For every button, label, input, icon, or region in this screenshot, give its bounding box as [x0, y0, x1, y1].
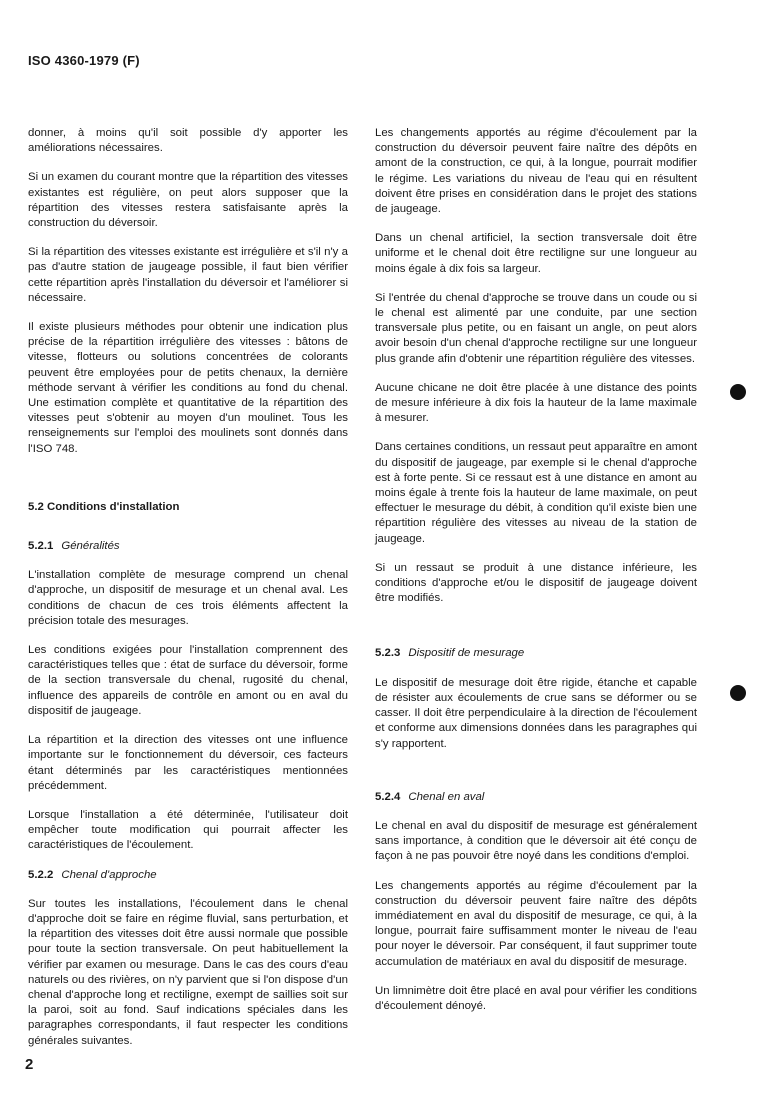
paragraph: donner, à moins qu'il soit possible d'y apporter les améliorations nécessaires.	[28, 127, 348, 155]
subsection-title: Chenal d'approche	[61, 868, 157, 881]
paragraph: L'installation complète de mesurage comprend un chenal d'approche, un dispositif de mesurage et un chenal aval. Les conditions de chacun de ces trois éléments affectent la précision totale des mesurages.	[28, 569, 348, 627]
subsection-number: 5.2.1	[28, 540, 54, 553]
subsection-heading-5-2-1	[28, 539, 348, 554]
paragraph: Si un examen du courant montre que la répartition des vitesses existantes est régulière, on peut alors supposer que la répartition des vitesses restera satisfaisante après la construction du déversoir.	[28, 171, 348, 230]
punch-hole-mark	[730, 685, 746, 701]
paragraph: Lorsque l'installation a été déterminée, l'utilisateur doit empêcher toute modification qui pourrait affecter les caractéristiques de l'écoulement.	[28, 808, 348, 852]
paragraph: La répartition et la direction des vitesses ont une influence importante sur le fonctionnement du déversoir, ces facteurs étant déterminés par les caractéristiques mentionnées précédemment.	[28, 734, 348, 792]
paragraph: Il existe plusieurs méthodes pour obtenir une indication plus précise de la répartition irrégulière des vitesses : bâtons de vitesse, flotteurs ou solutions concentrées de colorants peuvent être employées pour de petits chenaux, la dernière méthode servant à vérifier les conditions au fond du chenal. Une estimation complète et quantitative de la répartition des vitesses peut s'obtenir au moyen d'un moulinet. Tous les renseignements sur l'emploi des moulinets sont donnés dans l'ISO 748.	[28, 321, 348, 455]
section-heading-5-2: 5.2 Conditions d'installation	[28, 500, 180, 513]
paragraph: Dans un chenal artificiel, la section transversale doit être uniforme et le chenal doit être rectiligne sur une longueur au moins égale à dix fois sa largeur.	[375, 232, 697, 275]
paragraph: Aucune chicane ne doit être placée à une distance des points de mesure inférieure à dix fois la hauteur de la lame maximale à mesurer.	[375, 381, 697, 425]
subsection-heading-5-2-4	[375, 790, 697, 805]
subsection-number: 5.2.2	[28, 868, 54, 881]
subsection-number: 5.2.4	[375, 790, 401, 803]
paragraph: Les conditions exigées pour l'installation comprennent des caractéristiques telles que : état de surface du déversoir, forme de la section transversale du chenal, rugosité du chenal, influence des appareils de contrôle en amont ou en aval du dispositif de jaugeage.	[28, 644, 348, 717]
paragraph: Un limnimètre doit être placé en aval pour vérifier les conditions d'écoulement dénoyé.	[375, 984, 697, 1012]
document-header: ISO 4360-1979 (F)	[28, 53, 140, 68]
subsection-number: 5.2.3	[375, 647, 401, 660]
subsection-heading-5-2-3	[375, 646, 697, 661]
subsection-heading-5-2-2	[28, 868, 348, 883]
paragraph: Si l'entrée du chenal d'approche se trouve dans un coude ou si le chenal est alimenté par une conduite, par une section transversale plus petite, ou en faisant un angle, on peut alors avoir besoin d'un chenal d'approche rectiligne sur une longueur plus grande afin d'obtenir une répartition régulière des vitesses.	[375, 291, 697, 365]
subsection-title: Chenal en aval	[408, 790, 485, 803]
page-number: 2	[25, 1056, 34, 1073]
left-column	[28, 126, 348, 1063]
paragraph: Si un ressaut se produit à une distance inférieure, les conditions d'approche et/ou le dispositif de jaugeage doivent être modifiés.	[375, 561, 697, 605]
punch-hole-mark	[730, 384, 746, 400]
paragraph: Dans certaines conditions, un ressaut peut apparaître en amont du dispositif de jaugeage, par exemple si le chenal d'approche est à forte pente. Si ce ressaut est à une distance en amont au moins égale à trente fois la hauteur de lame maximale, on peut effectuer le mesurage du débit, à condition qu'il existe bien une répartition régulière des vitesses au niveau de la station de jaugeage.	[375, 441, 697, 545]
paragraph: Le chenal en aval du dispositif de mesurage est généralement sans importance, à condition que le déversoir ait été conçu de façon à ne pas pouvoir être noyé dans les conditions d'emploi.	[375, 819, 697, 863]
paragraph: Le dispositif de mesurage doit être rigide, étanche et capable de résister aux écoulements de crue sans se déformer ou se casser. Il doit être perpendiculaire à la direction de l'écoulement et conforme aux dimensions données dans les paragraphes qui s'y rapportent.	[375, 676, 697, 750]
right-column	[375, 126, 697, 1028]
paragraph: Les changements apportés au régime d'écoulement par la construction du déversoir peuvent faire naître des dépôts immédiatement en aval du dispositif de mesurage, ce qui, à la longue, pourrait faire suffisamment monter le niveau de l'eau pour noyer le déversoir. Par conséquent, il faut supprimer toute accumulation de matériaux en aval du dispositif de mesurage.	[375, 879, 697, 968]
subsection-title: Dispositif de mesurage	[408, 647, 525, 660]
subsection-title: Généralités	[61, 540, 120, 553]
paragraph: Les changements apportés au régime d'écoulement par la construction du déversoir peuvent faire naître des dépôts en amont de la construction, ce qui, à la longue, pourrait modifier le régime. Les variations du niveau de l'eau qui en résultent doivent être prises en considération dans le projet des stations de jaugeage.	[375, 127, 697, 216]
paragraph: Sur toutes les installations, l'écoulement dans le chenal d'approche doit se faire en régime fluvial, sans perturbation, et la répartition des vitesses doit être aussi normale que possible pour toute la section transversale. On peut habituellement la vérifier par examen ou mesurage. Dans le cas des cours d'eau naturels ou des rivières, on n'y parvient que si l'on dispose d'un chenal d'approche long et rectiligne, exempt de saillies soit sur la paroi, soit au fond. Sauf indications spéciales dans les paragraphes correspondants, il faut respecter les conditions générales suivantes.	[28, 897, 348, 1047]
paragraph: Si la répartition des vitesses existante est irrégulière et s'il n'y a pas d'autre station de jaugeage possible, il faut bien vérifier cette répartition après l'installation du déversoir et l'améliorer si nécessaire.	[28, 246, 348, 304]
